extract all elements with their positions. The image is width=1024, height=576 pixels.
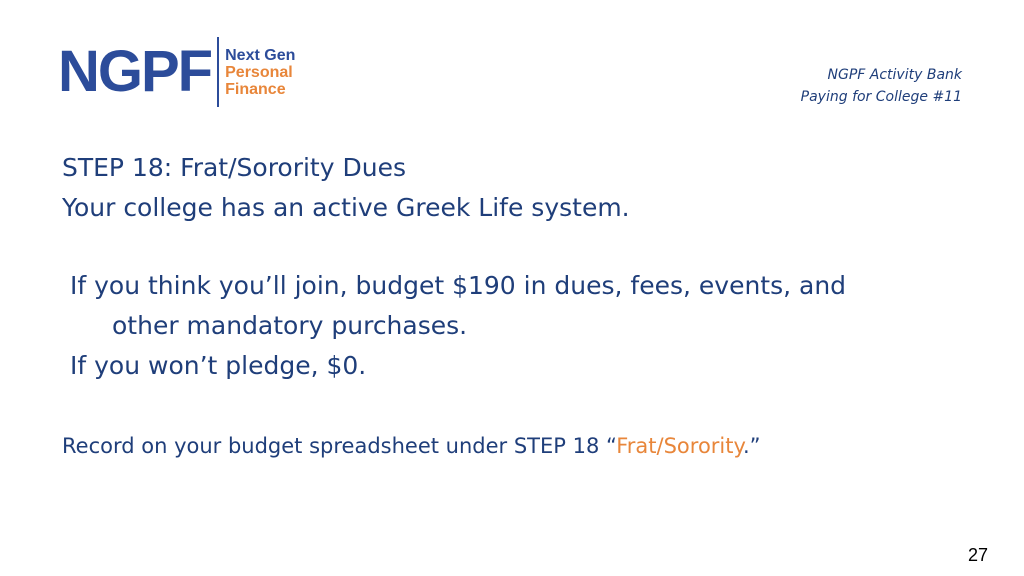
no-pledge-instruction: If you won’t pledge, $0. [70,351,367,380]
logo-wordmark [225,47,295,98]
logo-mark: NGPF [58,39,212,104]
intro-text: Your college has an active Greek Life system. [62,193,630,222]
page-number: 27 [967,545,988,565]
logo-divider [217,37,219,107]
record-instruction [62,434,761,458]
spacer [62,228,962,266]
record-suffix: .” [742,434,761,458]
record-prefix: Record on your budget spreadsheet under STEP 18 “ [62,434,617,458]
activity-subtitle: Paying for College #11 [800,89,962,105]
step-title: STEP 18: Frat/Sorority Dues [62,153,406,182]
ngpf-logo [58,34,295,110]
record-highlight: Frat/Sorority [616,434,743,458]
logo-line-finance: Finance [225,80,286,98]
slide-body [62,148,962,386]
logo-line-next-gen: Next Gen [225,46,296,64]
activity-bank-label: NGPF Activity Bank [827,67,962,83]
logo-line-personal: Personal [225,63,293,81]
join-instruction: If you think you’ll join, budget $190 in dues, fees, events, and [70,271,847,300]
join-instruction-continued: other mandatory purchases. [112,311,468,340]
activity-header [801,64,962,108]
